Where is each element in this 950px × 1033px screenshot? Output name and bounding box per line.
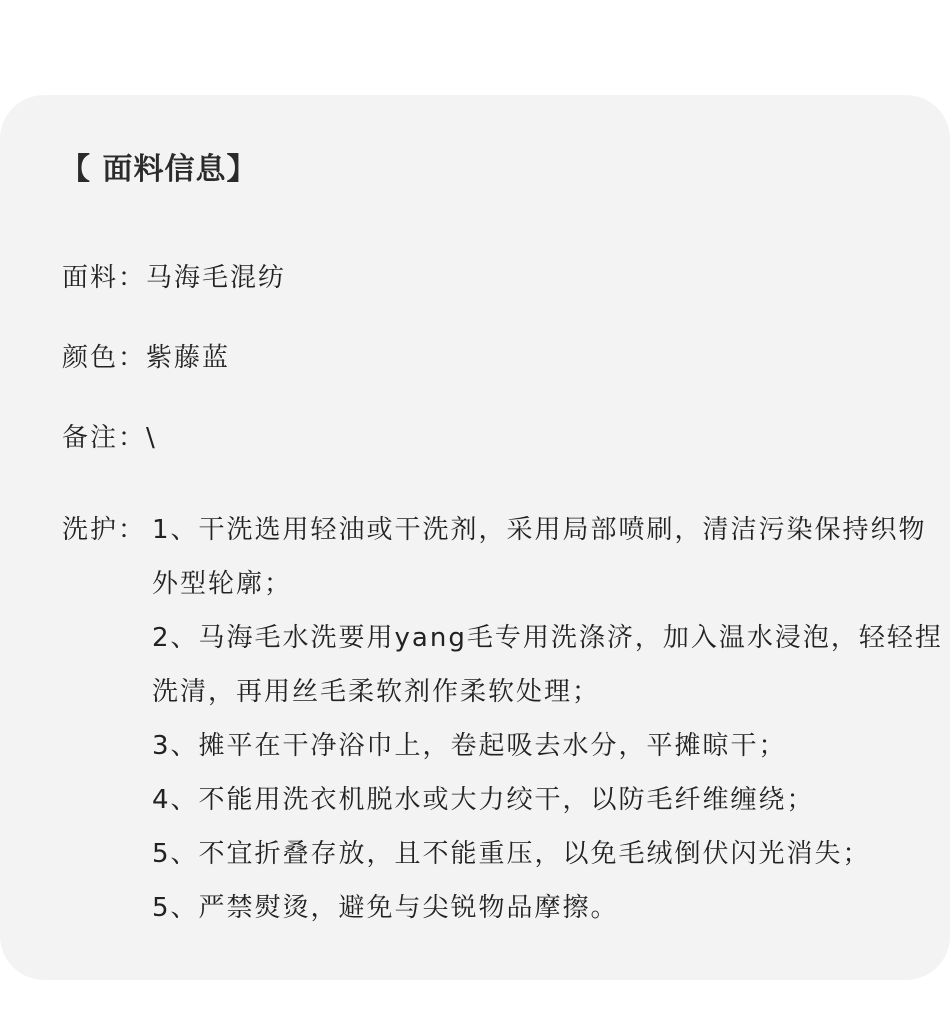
care-instruction-item: 1、干洗选用轻油或干洗剂，采用局部喷刷，清洁污染保持织物外型轮廓； (152, 515, 927, 599)
care-instruction-item: 2、马海毛水洗要用yang毛专用洗涤济，加入温水浸泡，轻轻捏洗清，再用丝毛柔软剂作柔软处理； (152, 623, 943, 707)
fabric-row (62, 258, 286, 298)
care-label: 洗护： (62, 515, 147, 545)
note-label: 备注： (62, 423, 147, 453)
care-instruction-item: 5、严禁熨烫，避免与尖锐物品摩擦。 (152, 893, 619, 923)
color-label: 颜色： (62, 343, 147, 373)
fabric-value: 马海毛混纺 (146, 263, 287, 293)
note-value: \ (146, 423, 157, 453)
note-row (62, 418, 157, 458)
care-instructions-list (152, 503, 947, 935)
care-instruction-item: 4、不能用洗衣机脱水或大力绞干，以防毛纤维缠绕； (152, 785, 815, 815)
fabric-label: 面料： (62, 263, 147, 293)
color-value: 紫藤蓝 (146, 343, 231, 373)
care-instruction-item: 5、不宜折叠存放，且不能重压，以免毛绒倒伏闪光消失； (152, 839, 871, 869)
care-instruction-item: 3、摊平在干净浴巾上，卷起吸去水分，平摊晾干； (152, 731, 787, 761)
color-row (62, 338, 230, 378)
section-title: 【 面料信息】 (60, 152, 258, 187)
